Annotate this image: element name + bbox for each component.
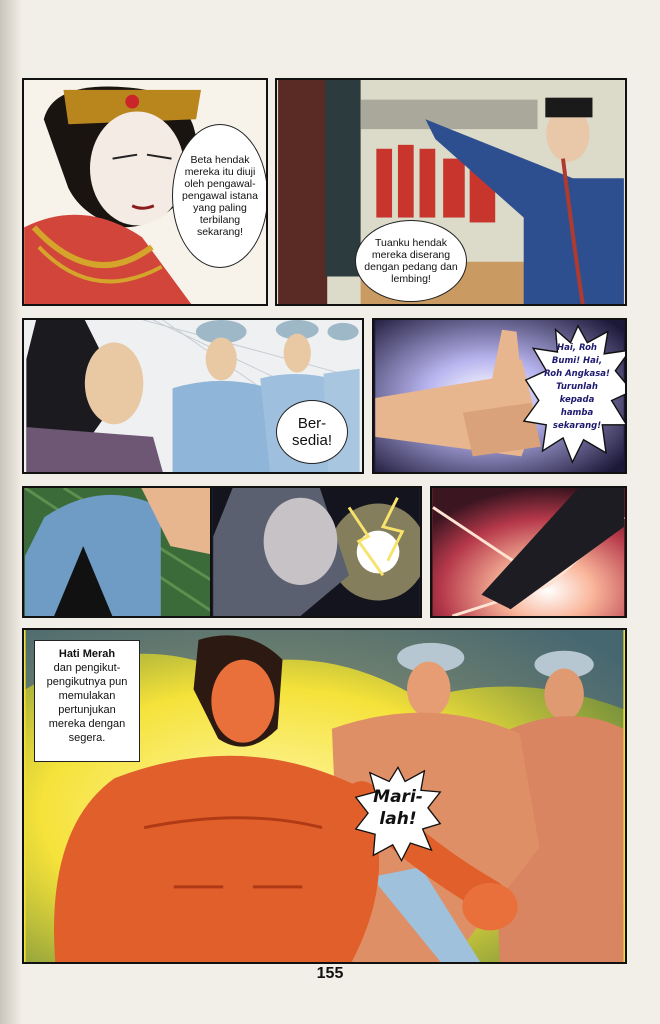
panel-blue-back: [22, 486, 222, 618]
page-number: 155: [316, 965, 344, 982]
panel-courtier: [275, 78, 627, 306]
panel-hati-merah: [22, 628, 627, 964]
blue-back-artwork: [24, 488, 220, 616]
strike-artwork: [432, 488, 625, 616]
speech-bubble-queen: Beta hendak mereka itu diuji oleh pengawal-pengawal istana yang paling terbilang sekarang!: [172, 124, 268, 268]
panel-queen: [22, 78, 268, 306]
panel-strike: [430, 486, 627, 618]
speech-bubble-bersedia: Ber-sedia!: [276, 400, 348, 464]
shout-text: Mari-lah!: [373, 787, 423, 829]
caption-name: Hati Merah: [58, 648, 116, 660]
chant-text: Hai, Roh Bumi! Hai, Roh Angkasa! Turunlah kepada hamba sekarang!: [544, 343, 610, 431]
panel-hero-men: [22, 318, 364, 474]
caption-text: dan pengikut-pengikutnya pun memulakan pertunjukan mereka dengan segera.: [46, 662, 128, 744]
narration-caption: [34, 640, 140, 762]
panel-hands-chant: [372, 318, 627, 474]
speech-bubble-courtier: Tuanku hendak mereka diserang dengan pedang dan lembing!: [355, 220, 467, 302]
panel-lightning-face: [210, 486, 422, 618]
page-gutter-shadow: [0, 0, 22, 1024]
lightning-face-artwork: [212, 488, 420, 616]
